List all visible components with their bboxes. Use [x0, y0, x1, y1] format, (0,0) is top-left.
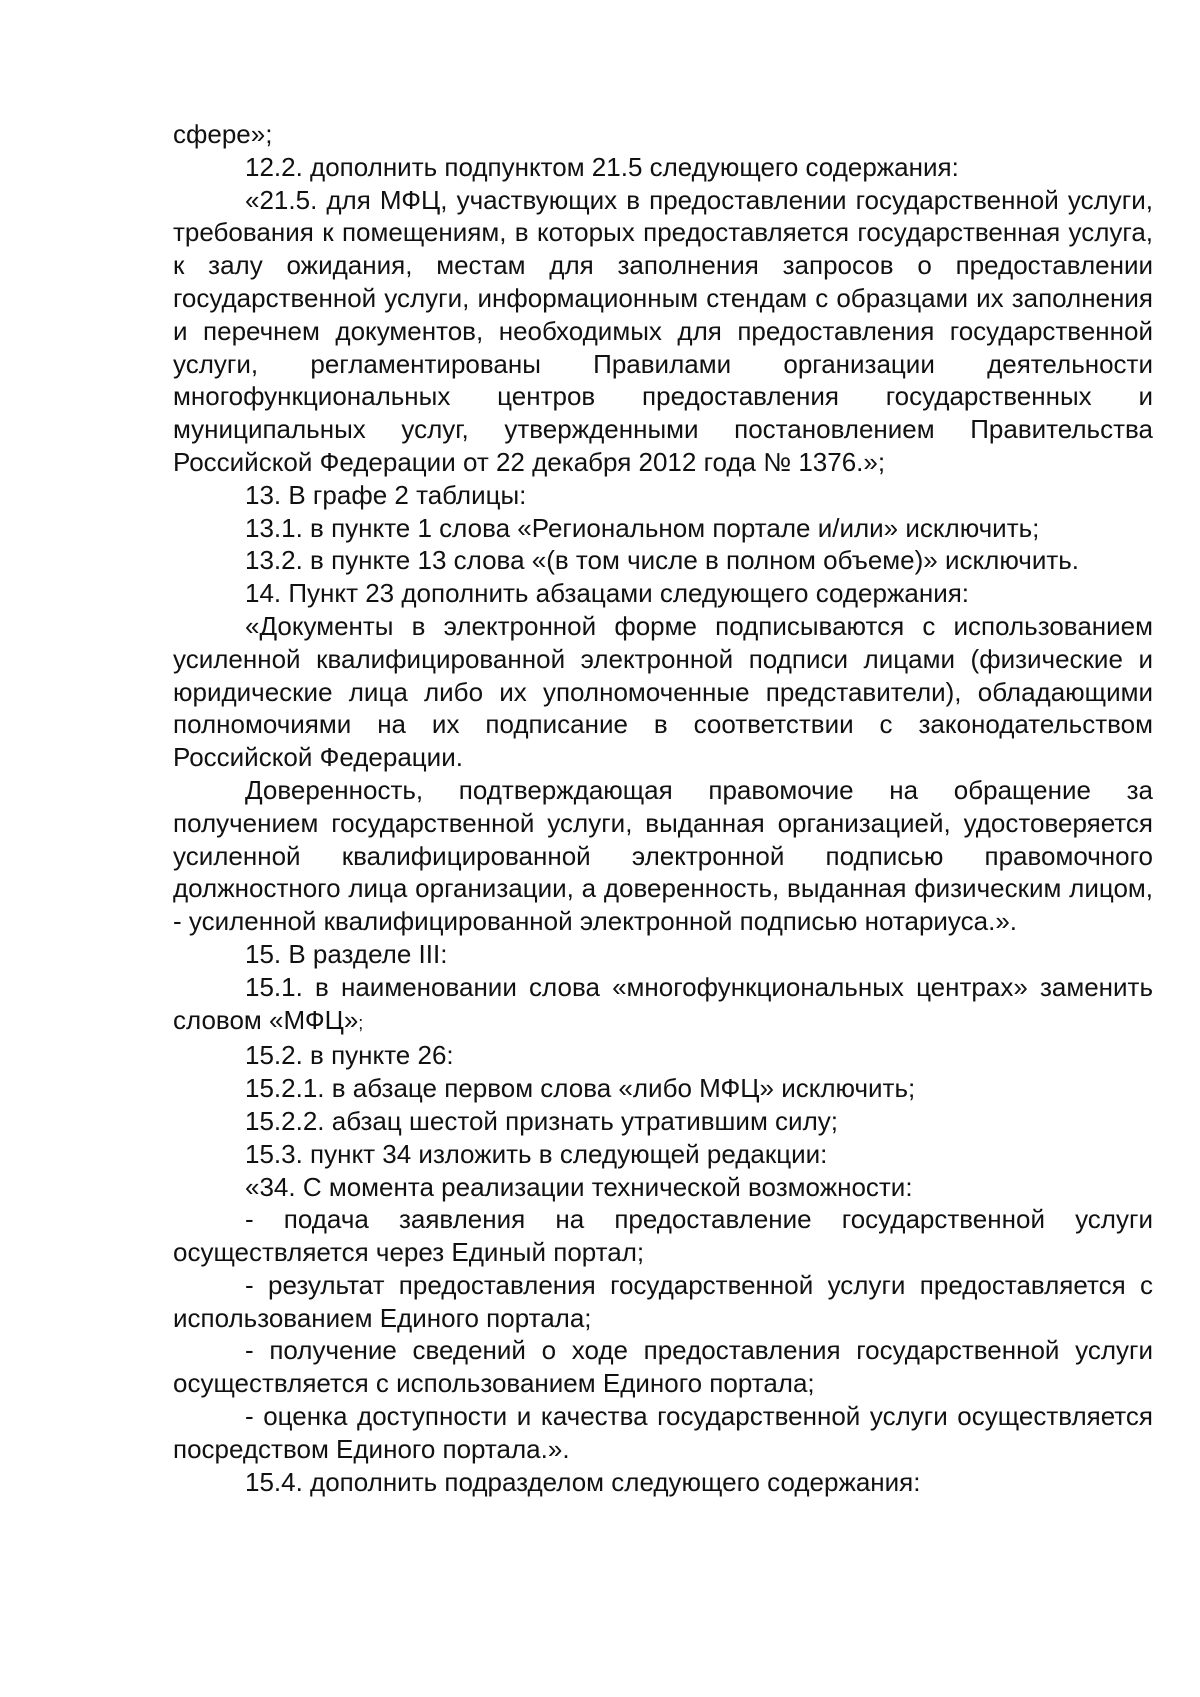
paragraph-12-2: 12.2. дополнить подпунктом 21.5 следующего содержания: [245, 151, 959, 182]
paragraph-15-4: 15.4. дополнить подразделом следующего содержания: [245, 1466, 921, 1497]
document-page [173, 118, 1153, 1498]
list-item-result: - результат предоставления государственной услуги предоставляется с использованием Единого портала; [173, 1269, 1153, 1333]
paragraph-documents-electronic: «Документы в электронной форме подписываются с использованием усиленной квалифицированной электронной подписи лицами (физические и юридические лица либо их уполномоченные представители), обладающими полномочиями на их подписание в соответствии с законодательством Российской Федерации. [173, 610, 1153, 773]
paragraph-15-2-1: 15.2.1. в абзаце первом слова «либо МФЦ» исключить; [245, 1073, 916, 1104]
paragraph-15-2: 15.2. в пункте 26: [245, 1040, 454, 1071]
paragraph-13-2: 13.2. в пункте 13 слова «(в том числе в полном объеме)» исключить. [245, 545, 1080, 576]
paragraph-15-3: 15.3. пункт 34 изложить в следующей редакции: [245, 1138, 828, 1169]
paragraph-14: 14. Пункт 23 дополнить абзацами следующего содержания: [245, 578, 970, 609]
paragraph-15-2-2: 15.2.2. абзац шестой признать утратившим силу; [245, 1105, 838, 1136]
paragraph-power-of-attorney: Доверенность, подтверждающая правомочие на обращение за получением государственной услуги, выданная организацией, удостоверяется усиленной квалифицированной электронной подписью правомочного должностного лица организации, а доверенность, выданная физическим лицом, - усиленной квалифицированной электронной подписью нотариуса.». [173, 774, 1153, 937]
paragraph-15: 15. В разделе III: [245, 938, 448, 969]
paragraph-15-1 [173, 971, 1153, 1040]
paragraph-13-1: 13.1. в пункте 1 слова «Региональном портале и/или» исключить; [245, 512, 1040, 543]
paragraph-21-5: «21.5. для МФЦ, участвующих в предоставлении государственной услуги, требования к помещениям, в которых предоставляется государственная услуга, к залу ожидания, местам для заполнения запросов о предоставлении государственной услуги, информационным стендам с образцами их заполнения и перечнем документов, необходимых для предоставления государственной услуги, регламентированы Правилами организации деятельности многофункциональных центров предоставления государственных и муниципальных услуг, утвержденными постановлением Правительства Российской Федерации от 22 декабря 2012 года № 1376.»; [173, 184, 1153, 477]
list-item-status: - получение сведений о ходе предоставления государственной услуги осуществляется с использованием Единого портала; [173, 1335, 1153, 1399]
paragraph-34: «34. С момента реализации технической возможности: [245, 1171, 913, 1202]
paragraph-15-1-semicolon: ; [358, 1012, 364, 1033]
paragraph-15-1-text: 15.1. в наименовании слова «многофункциональных центрах» заменить словом «МФЦ» [173, 971, 1153, 1035]
list-item-application: - подача заявления на предоставление государственной услуги осуществляется через Единый портал; [173, 1204, 1153, 1268]
paragraph-continuation: сфере»; [173, 119, 273, 149]
list-item-evaluation: - оценка доступности и качества государственной услуги осуществляется посредством Единого портала.». [173, 1401, 1153, 1464]
paragraph-13: 13. В графе 2 таблицы: [245, 479, 527, 510]
